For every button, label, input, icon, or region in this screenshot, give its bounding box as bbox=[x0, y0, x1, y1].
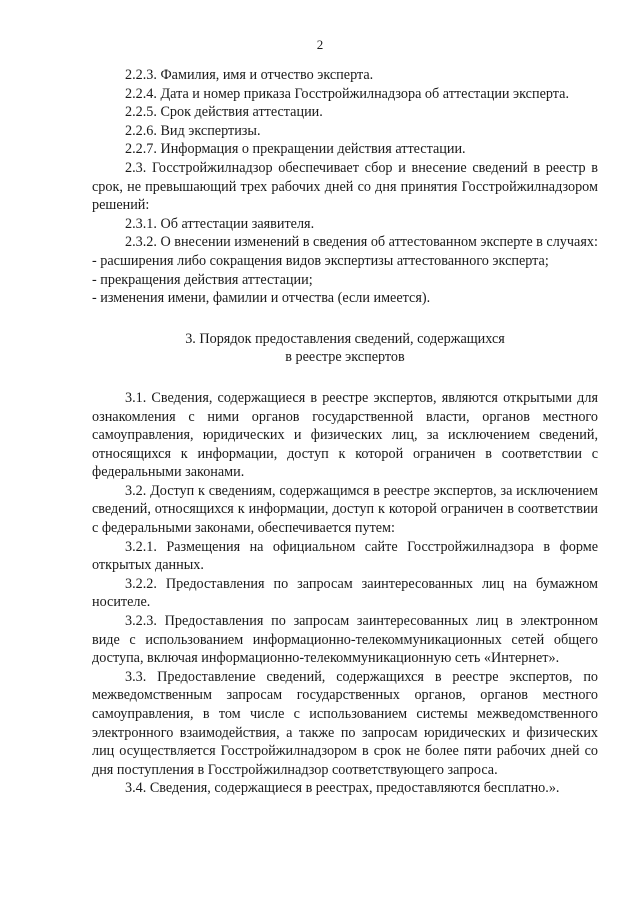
case-item: - изменения имени, фамилии и отчества (если имеется). bbox=[92, 290, 431, 307]
item-3-4: 3.4. Сведения, содержащиеся в реестрах, предоставляются бесплатно.». bbox=[125, 780, 560, 797]
item-3-3: 3.3. Предоставление сведений, содержащихся в реестре экспертов, по межведомственным запросам государственных органов, органов местного самоуправления, в том числе с использованием системы межведомственного электронного взаимодействия, а также по запросам юридических и физических лиц осуществляется Госстройжилнадзором в срок не более пяти рабочих дней со дня поступления в Госстройжилнадзор соответствующего запроса. bbox=[92, 668, 598, 778]
section-heading-line1: 3. Порядок предоставления сведений, содержащихся bbox=[185, 330, 505, 347]
item-2-2-6: 2.2.6. Вид экспертизы. bbox=[125, 122, 261, 139]
item-3-1: 3.1. Сведения, содержащиеся в реестре экспертов, являются открытыми для ознакомления с ними органов государственной власти, органов местного самоуправления, юридических и физических лиц, за исключением сведений, относящихся к информации, доступ к которой ограничен в соответствии с федеральными законами. bbox=[92, 389, 598, 481]
document-body bbox=[92, 66, 598, 798]
item-3-2-3: 3.2.3. Предоставления по запросам заинтересованных лиц в электронном виде с использованием информационно-телекоммуникационных сетей общего доступа, включая информационно-телекоммуникационную сеть «Интернет». bbox=[92, 613, 598, 667]
section-heading bbox=[92, 330, 598, 367]
item-2-3-1: 2.3.1. Об аттестации заявителя. bbox=[125, 215, 315, 232]
case-item: - прекращения действия аттестации; bbox=[92, 271, 313, 288]
item-3-2-2: 3.2.2. Предоставления по запросам заинтересованных лиц на бумажном носителе. bbox=[92, 575, 598, 611]
item-2-3-2: 2.3.2. О внесении изменений в сведения об аттестованном эксперте в случаях: bbox=[125, 234, 598, 251]
item-2-2-7: 2.2.7. Информация о прекращении действия аттестации. bbox=[125, 141, 466, 158]
page-number: 2 bbox=[316, 37, 324, 52]
item-2-2-3: 2.2.3. Фамилия, имя и отчество эксперта. bbox=[125, 67, 374, 83]
item-2-2-5: 2.2.5. Срок действия аттестации. bbox=[125, 104, 323, 121]
item-3-2: 3.2. Доступ к сведениям, содержащимся в реестре экспертов, за исключением сведений, относящихся к информации, доступ к которой ограничен в соответствии с федеральными законами, обеспечивается путем: bbox=[92, 482, 598, 537]
section-heading-line2: в реестре экспертов bbox=[285, 349, 405, 366]
item-2-3: 2.3. Госстройжилнадзор обеспечивает сбор и внесение сведений в реестр в срок, не превышающий трех рабочих дней со дня принятия Госстройжилнадзором решений: bbox=[92, 159, 598, 214]
item-2-2-4: 2.2.4. Дата и номер приказа Госстройжилнадзора об аттестации эксперта. bbox=[125, 85, 569, 102]
case-item: - расширения либо сокращения видов экспертизы аттестованного эксперта; bbox=[92, 252, 549, 269]
item-3-2-1: 3.2.1. Размещения на официальном сайте Госстройжилнадзора в форме открытых данных. bbox=[92, 538, 598, 574]
